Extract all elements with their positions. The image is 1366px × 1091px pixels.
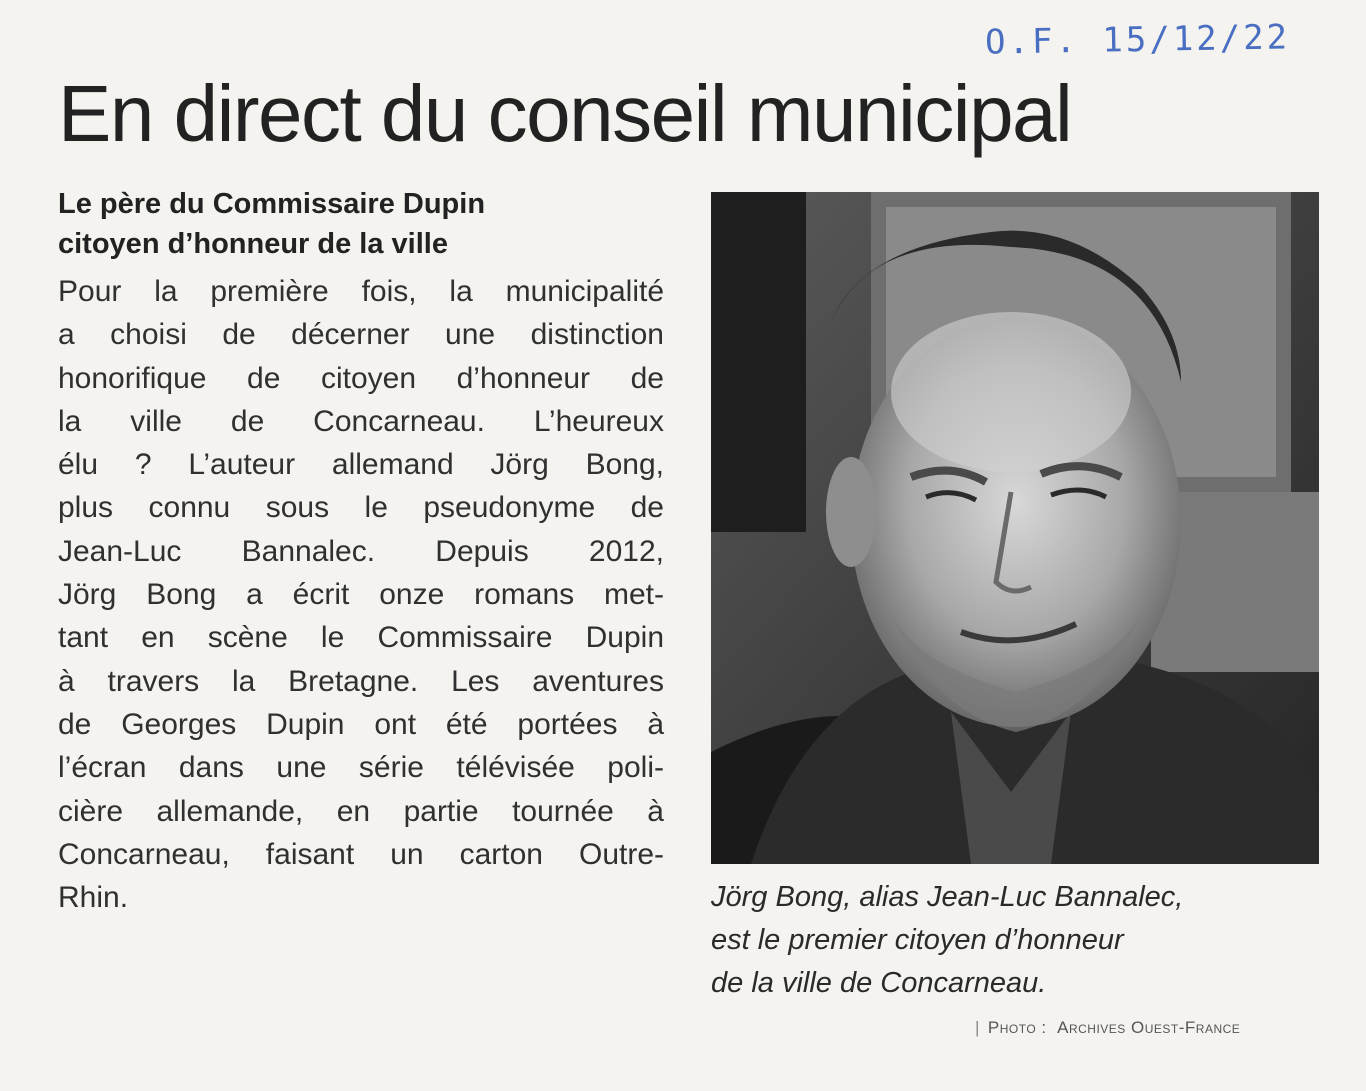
body-line: Jörg Bong a écrit onze romans met- [58, 578, 664, 612]
subheading-line: citoyen d’honneur de la ville [58, 228, 448, 260]
body-line: la ville de Concarneau. L’heureux [58, 404, 664, 438]
photo-caption [711, 876, 1331, 1005]
body-line: élu ? L’auteur allemand Jörg Bong, [58, 448, 664, 482]
article-headline: En direct du conseil municipal [58, 69, 1072, 158]
body-line: Rhin. [58, 881, 129, 915]
credit-label: Photo : [987, 1018, 1047, 1037]
body-line: honorifique de citoyen d’honneur de [58, 361, 664, 395]
body-line: à travers la Bretagne. Les aventures [58, 664, 664, 698]
credit-source: Archives Ouest-France [1057, 1018, 1241, 1037]
photo-credit [975, 1018, 1240, 1038]
subheading-line: Le père du Commissaire Dupin [58, 188, 486, 220]
body-line: Jean-Luc Bannalec. Depuis 2012, [58, 534, 664, 568]
caption-line: est le premier citoyen d’honneur [711, 924, 1124, 956]
body-line: a choisi de décerner une distinction [58, 318, 664, 352]
body-line: cière allemande, en partie tournée à [58, 794, 664, 828]
article-subheading [58, 184, 678, 264]
caption-line: Jörg Bong, alias Jean-Luc Bannalec, [711, 881, 1184, 913]
body-line: de Georges Dupin ont été portées à [58, 707, 664, 741]
body-line: Concarneau, faisant un carton Outre- [58, 837, 664, 871]
body-line: tant en scène le Commissaire Dupin [58, 621, 664, 655]
portrait-photo [711, 192, 1319, 864]
credit-separator: | [975, 1018, 980, 1037]
body-line: plus connu sous le pseudonyme de [58, 491, 664, 525]
caption-line: de la ville de Concarneau. [711, 967, 1047, 999]
body-line: Pour la première fois, la municipalité [58, 275, 664, 308]
body-line: l’écran dans une série télévisée poli- [58, 751, 664, 785]
handwritten-date-stamp: O.F. 15/12/22 [984, 17, 1291, 63]
article-body [58, 270, 664, 919]
